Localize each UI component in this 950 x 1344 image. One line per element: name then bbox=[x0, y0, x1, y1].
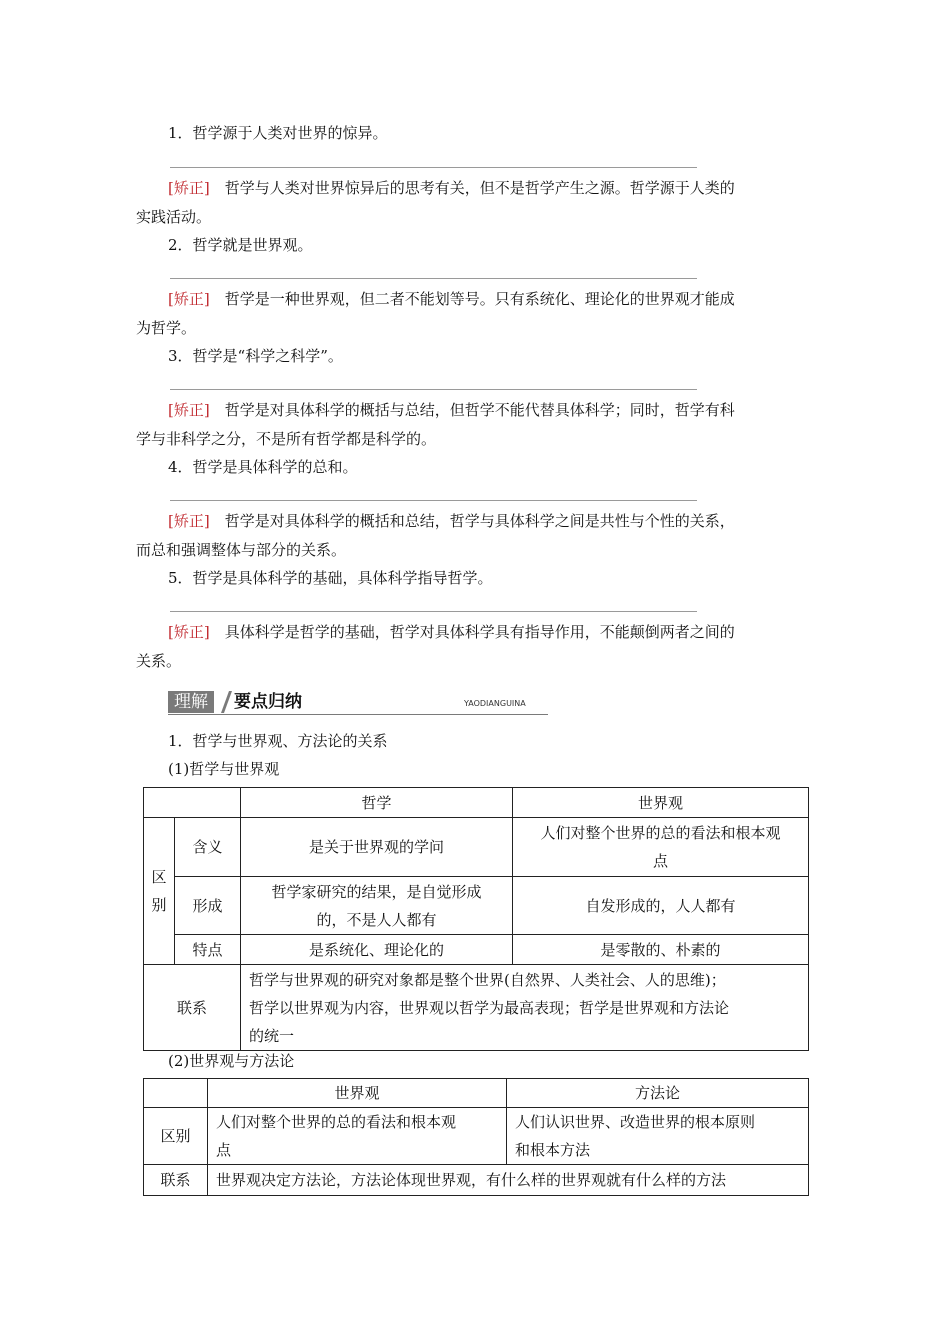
cell-philosophy: 是关于世界观的学问 bbox=[241, 818, 513, 877]
table-row bbox=[144, 935, 809, 965]
table-header-row bbox=[144, 1079, 809, 1108]
correction-text-cont: 关系。 bbox=[136, 652, 182, 670]
correction-tag: [矫正] bbox=[168, 401, 210, 419]
row-label: 形成 bbox=[175, 877, 241, 935]
answer-line-5 bbox=[170, 611, 697, 612]
section-pinyin: YAODIANGUINA bbox=[464, 699, 526, 708]
statement-3: 3．哲学是“科学之科学”。 bbox=[168, 347, 343, 365]
cell-philosophy: 哲学家研究的结果，是自觉形成 的，不是人人都有 bbox=[241, 877, 513, 935]
heading-relations: 1．哲学与世界观、方法论的关系 bbox=[168, 732, 388, 750]
header-worldview: 世界观 bbox=[513, 788, 809, 818]
correction-text: 具体科学是哲学的基础，哲学对具体科学具有指导作用，不能颠倒两者之间的 bbox=[224, 623, 735, 641]
correction-tag: [矫正] bbox=[168, 179, 210, 197]
difference-label: 区别 bbox=[144, 1108, 208, 1165]
correction-tag: [矫正] bbox=[168, 623, 210, 641]
row-label: 含义 bbox=[175, 818, 241, 877]
link-label: 联系 bbox=[144, 965, 241, 1051]
header-empty-cell bbox=[144, 788, 241, 818]
table-worldview-methodology bbox=[143, 1078, 809, 1196]
row-label: 特点 bbox=[175, 935, 241, 965]
correction-tag: [矫正] bbox=[168, 290, 210, 308]
subheading-philosophy-worldview: (1)哲学与世界观 bbox=[168, 760, 280, 778]
difference-group-label: 区 别 bbox=[144, 818, 175, 965]
table-row bbox=[144, 818, 809, 877]
correction-text: 哲学与人类对世界惊异后的思考有关，但不是哲学产生之源。哲学源于人类的 bbox=[224, 179, 735, 197]
correction-tag: [矫正] bbox=[168, 512, 210, 530]
answer-line-4 bbox=[170, 500, 697, 501]
statement-5: 5．哲学是具体科学的基础，具体科学指导哲学。 bbox=[168, 569, 493, 587]
answer-line-1 bbox=[170, 167, 697, 168]
correction-text: 哲学是对具体科学的概括与总结，但哲学不能代替具体科学；同时，哲学有科 bbox=[224, 401, 735, 419]
subheading-worldview-methodology: (2)世界观与方法论 bbox=[168, 1052, 295, 1070]
table-row-link bbox=[144, 965, 809, 1051]
table-row bbox=[144, 1108, 809, 1165]
cell-worldview: 人们对整个世界的总的看法和根本观 点 bbox=[208, 1108, 507, 1165]
correction-text-cont: 为哲学。 bbox=[136, 319, 197, 337]
table-row-link bbox=[144, 1165, 809, 1196]
header-empty-cell bbox=[144, 1079, 208, 1108]
correction-text-cont: 学与非科学之分，不是所有哲学都是科学的。 bbox=[136, 430, 437, 448]
statement-1: 1．哲学源于人类对世界的惊异。 bbox=[168, 124, 388, 142]
section-badge: 理解 bbox=[168, 691, 214, 713]
header-philosophy: 哲学 bbox=[241, 788, 513, 818]
banner-underline bbox=[168, 714, 548, 715]
cell-methodology: 人们认识世界、改造世界的根本原则 和根本方法 bbox=[507, 1108, 809, 1165]
correction-2 bbox=[136, 285, 816, 343]
correction-4 bbox=[136, 507, 816, 565]
cell-philosophy: 是系统化、理论化的 bbox=[241, 935, 513, 965]
cell-worldview: 人们对整个世界的总的看法和根本观 点 bbox=[513, 818, 809, 877]
correction-3 bbox=[136, 396, 816, 454]
section-title: 要点归纳 bbox=[234, 692, 302, 712]
header-worldview: 世界观 bbox=[208, 1079, 507, 1108]
header-methodology: 方法论 bbox=[507, 1079, 809, 1108]
link-text: 世界观决定方法论，方法论体现世界观，有什么样的世界观就有什么样的方法 bbox=[208, 1165, 809, 1196]
correction-1 bbox=[136, 174, 816, 232]
statement-4: 4．哲学是具体科学的总和。 bbox=[168, 458, 358, 476]
table-row bbox=[144, 877, 809, 935]
link-text: 哲学与世界观的研究对象都是整个世界(自然界、人类社会、人的思维)； 哲学以世界观为内容，世界观以哲学为最高表现；哲学是世界观和方法论 的统一 bbox=[241, 965, 809, 1051]
table-philosophy-worldview bbox=[143, 787, 809, 1051]
answer-line-2 bbox=[170, 278, 697, 279]
answer-line-3 bbox=[170, 389, 697, 390]
correction-text: 哲学是一种世界观，但二者不能划等号。只有系统化、理论化的世界观才能成 bbox=[224, 290, 735, 308]
correction-text-cont: 实践活动。 bbox=[136, 208, 212, 226]
table-header-row bbox=[144, 788, 809, 818]
link-label: 联系 bbox=[144, 1165, 208, 1196]
cell-worldview: 自发形成的，人人都有 bbox=[513, 877, 809, 935]
correction-5 bbox=[136, 618, 816, 676]
correction-text-cont: 而总和强调整体与部分的关系。 bbox=[136, 541, 347, 559]
cell-worldview: 是零散的、朴素的 bbox=[513, 935, 809, 965]
section-banner bbox=[168, 690, 548, 716]
statement-2: 2．哲学就是世界观。 bbox=[168, 236, 313, 254]
correction-text: 哲学是对具体科学的概括和总结，哲学与具体科学之间是共性与个性的关系， bbox=[224, 512, 735, 530]
